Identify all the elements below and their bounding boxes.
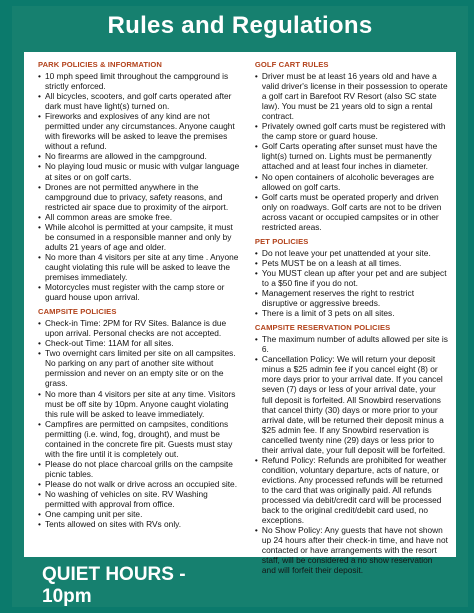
rule-item: • Tents allowed on sites with RVs only.	[38, 519, 241, 529]
rule-item: • Privately owned golf carts must be registered with the camp store or guard house.	[255, 121, 448, 141]
rule-item: • Please do not walk or drive across an occupied site.	[38, 479, 241, 489]
rule-list-campsite-reservation-policies	[255, 334, 448, 575]
rule-item: • Please do not place charcoal grills on the campsite picnic tables.	[38, 459, 241, 479]
rules-sheet	[12, 6, 468, 607]
section-heading-golf-cart-rules: GOLF CART RULES	[254, 60, 329, 69]
rule-item: • No open containers of alcoholic beverages are allowed on golf carts.	[255, 172, 448, 192]
rule-list-park-policies-information	[38, 71, 241, 302]
section-heading-park-policies-information: PARK POLICIES & INFORMATION	[38, 60, 162, 69]
rule-item: • No washing of vehicles on site. RV Washing permitted with approval from office.	[38, 489, 241, 509]
rule-item: • Refund Policy: Refunds are prohibited for weather condition, voluntary departure, acts of nature, or evictions. Any processed refunds will be returned to the card that was originally paid. All refunds processed via debit/credit card will be processed back to the original credit/debit card used, no exceptions.	[255, 455, 448, 525]
rule-item: • 10 mph speed limit throughout the campground is strictly enforced.	[38, 71, 241, 91]
rule-item: • Two overnight cars limited per site on all campsites. No parking on any part of another site without permission and never on an empty site or on the grass.	[38, 348, 241, 388]
right-column	[254, 58, 448, 576]
left-column	[38, 58, 241, 553]
rule-item: • Motorcycles must register with the camp store or guard house upon arrival.	[38, 282, 241, 302]
rule-list-golf-cart-rules	[255, 71, 448, 232]
rule-item: • Campfires are permitted on campsites, conditions permitting (i.e. wind, fog, drought), and must be contained in the concrete fire pit. Guests must stay with the fire until it is completely out.	[38, 419, 241, 459]
rule-item: • Driver must be at least 16 years old and have a valid driver's license in their possession to operate a golf cart in Barefoot RV Resort (also SC state law). You must be 21 years old to sign a rental contract.	[255, 71, 448, 121]
rule-item: • No more than 4 visitors per site at any time. Visitors must be off site by 10pm. Anyone caught violating this rule will be asked to leave immediately.	[38, 389, 241, 419]
section-heading-campsite-policies: CAMPSITE POLICIES	[38, 307, 117, 317]
rule-item: • You MUST clean up after your pet and are subject to a $50 fine if you do not.	[255, 268, 448, 288]
rule-item: • Cancellation Policy: We will return your deposit minus a $25 admin fee if you cancel eight (8) or more days prior to your arrival date. If you cancel seven (7) days or less of your arrival date, your full deposit is forfeited. All Snowbird reservations that cancel thirty (30) days or more prior to your arrival date, will be returned their deposit minus a $25 admin fee. If any Snowbird reservation is cancelled twenty nine (29) days or less prior to their arrival date, your full deposit will be forfeited.	[255, 354, 448, 454]
rule-item: • No playing loud music or music with vulgar language at sites or on golf carts.	[38, 161, 241, 181]
rule-item: • One camping unit per site.	[38, 509, 241, 519]
rule-item: • Fireworks and explosives of any kind are not permitted under any circumstances. Anyone caught with fireworks will be asked to leave the premises without a refund.	[38, 111, 241, 151]
rule-list-pet-policies	[255, 248, 448, 318]
rule-item: • Golf carts must be operated properly and driven only on roadways. Golf carts are not to be driven across vacant or occupied campsites or in other restricted areas.	[255, 192, 448, 232]
rule-item: • Drones are not permitted anywhere in the campground due to privacy, safety reasons, and restricted air space due to proximity of the airport.	[38, 182, 241, 212]
page-title: Rules and Regulations	[107, 12, 373, 39]
rule-item: • No firearms are allowed in the campground.	[38, 151, 241, 161]
title-band	[12, 6, 468, 46]
rule-item: • Golf Carts operating after sunset must have the light(s) turned on. Lights must be permanently attached and at least four inches in diameter.	[255, 141, 448, 171]
rule-item: • Management reserves the right to restrict disruptive or aggressive breeds.	[255, 288, 448, 308]
rule-item: • Check-out Time: 11AM for all sites.	[38, 338, 241, 348]
rule-list-campsite-policies	[38, 318, 241, 529]
section-heading-campsite-reservation-policies: CAMPSITE RESERVATION POLICIES	[254, 323, 391, 333]
rule-item: • There is a limit of 3 pets on all sites.	[255, 308, 448, 318]
rule-item: • All bicycles, scooters, and golf carts operated after dark must have light(s) turned on.	[38, 91, 241, 111]
rule-item: • The maximum number of adults allowed per site is 6.	[255, 334, 448, 354]
rules-panel	[24, 52, 456, 576]
rule-item: • Pets MUST be on a leash at all times.	[255, 258, 448, 268]
quiet-hours-text: QUIET HOURS - 10pm	[42, 564, 186, 607]
rule-item: • Check-in Time: 2PM for RV Sites. Balance is due upon arrival. Personal checks are not accepted.	[38, 318, 241, 338]
rule-item: • While alcohol is permitted at your campsite, it must be consumed in a responsible manner and only by adults 21 years of age and older.	[38, 222, 241, 252]
rule-item: • Do not leave your pet unattended at your site.	[255, 248, 448, 258]
rule-item: • All common areas are smoke free.	[38, 212, 241, 222]
rule-item: • No more than 4 visitors per site at any time . Anyone caught violating this rule will be asked to leave the premises immediately.	[38, 252, 241, 282]
quiet-hours-banner	[24, 564, 240, 607]
section-heading-pet-policies: PET POLICIES	[254, 236, 309, 246]
rule-item: • No Show Policy: Any guests that have not shown up 24 hours after their check-in time, and have not contacted or have arrangements with the resort staff, will be considered a no show reservation and will forfeit their deposit.	[255, 525, 448, 575]
